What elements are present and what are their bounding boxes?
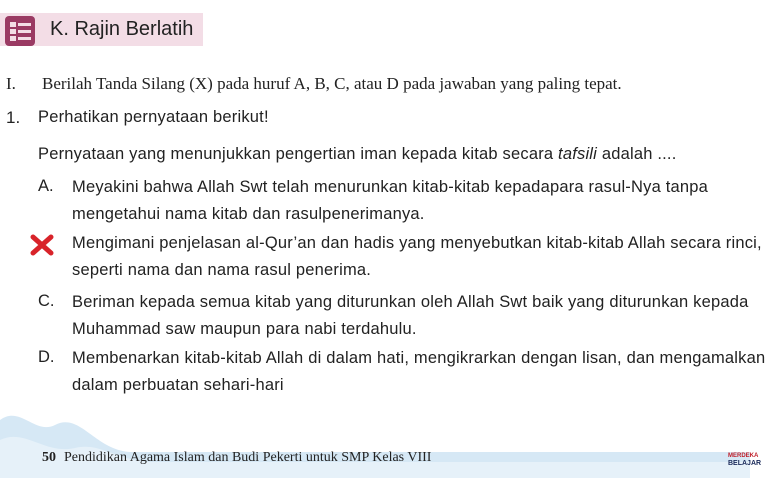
option-c-letter[interactable]: C.	[38, 292, 55, 310]
checklist-icon	[2, 14, 38, 48]
wave-decoration	[0, 390, 762, 500]
brand-logo	[728, 453, 762, 467]
section-instruction: Berilah Tanda Silang (X) pada huruf A, B, C, atau D pada jawaban yang paling tepat.	[42, 74, 622, 93]
page-number: 50	[42, 450, 56, 465]
option-b-line-1: Mengimani penjelasan al-Qur’an dan hadis yang menyebutkan kitab-kitab Allah secara rinci,	[72, 234, 762, 252]
question-stem-end: adalah ....	[597, 145, 677, 163]
section-number: I.	[6, 74, 16, 93]
option-d-line-2: dalam perbuatan sehari-hari	[72, 376, 284, 394]
option-a-line-1: Meyakini bahwa Allah Swt telah menurunkan kitab-kitab kepadapara rasul-Nya tanpa	[72, 178, 709, 196]
option-b-text[interactable]	[72, 230, 762, 284]
question-stem-text: Pernyataan yang menunjukkan pengertian iman kepada kitab secara	[38, 145, 559, 163]
option-d-letter[interactable]: D.	[38, 348, 55, 366]
option-c-text[interactable]	[72, 289, 750, 343]
option-a-letter[interactable]: A.	[38, 177, 54, 195]
option-c-line-2: Muhammad saw maupun para nabi terdahulu.	[72, 320, 417, 338]
brand-line-1: MERDEKA	[728, 453, 759, 459]
question-intro: Perhatikan pernyataan berikut!	[38, 108, 269, 126]
option-d-line-1: Membenarkan kitab-kitab Allah di dalam hati, mengikrarkan dengan lisan, dan mengamalkan	[72, 349, 765, 367]
section-title: K. Rajin Berlatih	[50, 18, 194, 40]
option-c-line-1: Beriman kepada semua kitab yang diturunkan oleh Allah Swt baik yang diturunkan kepada	[72, 293, 749, 311]
book-title: Pendidikan Agama Islam dan Budi Pekerti untuk SMP Kelas VIII	[64, 450, 432, 465]
question-stem	[38, 145, 677, 164]
question-stem-term: tafsili	[558, 145, 598, 163]
cross-mark-icon	[30, 234, 54, 256]
option-b-line-2: seperti nama dan nama rasul penerima.	[72, 261, 372, 279]
option-a-line-2: mengetahui nama kitab dan rasulpenerimanya.	[72, 205, 425, 223]
option-a-text[interactable]	[72, 174, 750, 228]
brand-line-2: BELAJAR	[728, 460, 762, 467]
question-number: 1.	[6, 108, 21, 127]
